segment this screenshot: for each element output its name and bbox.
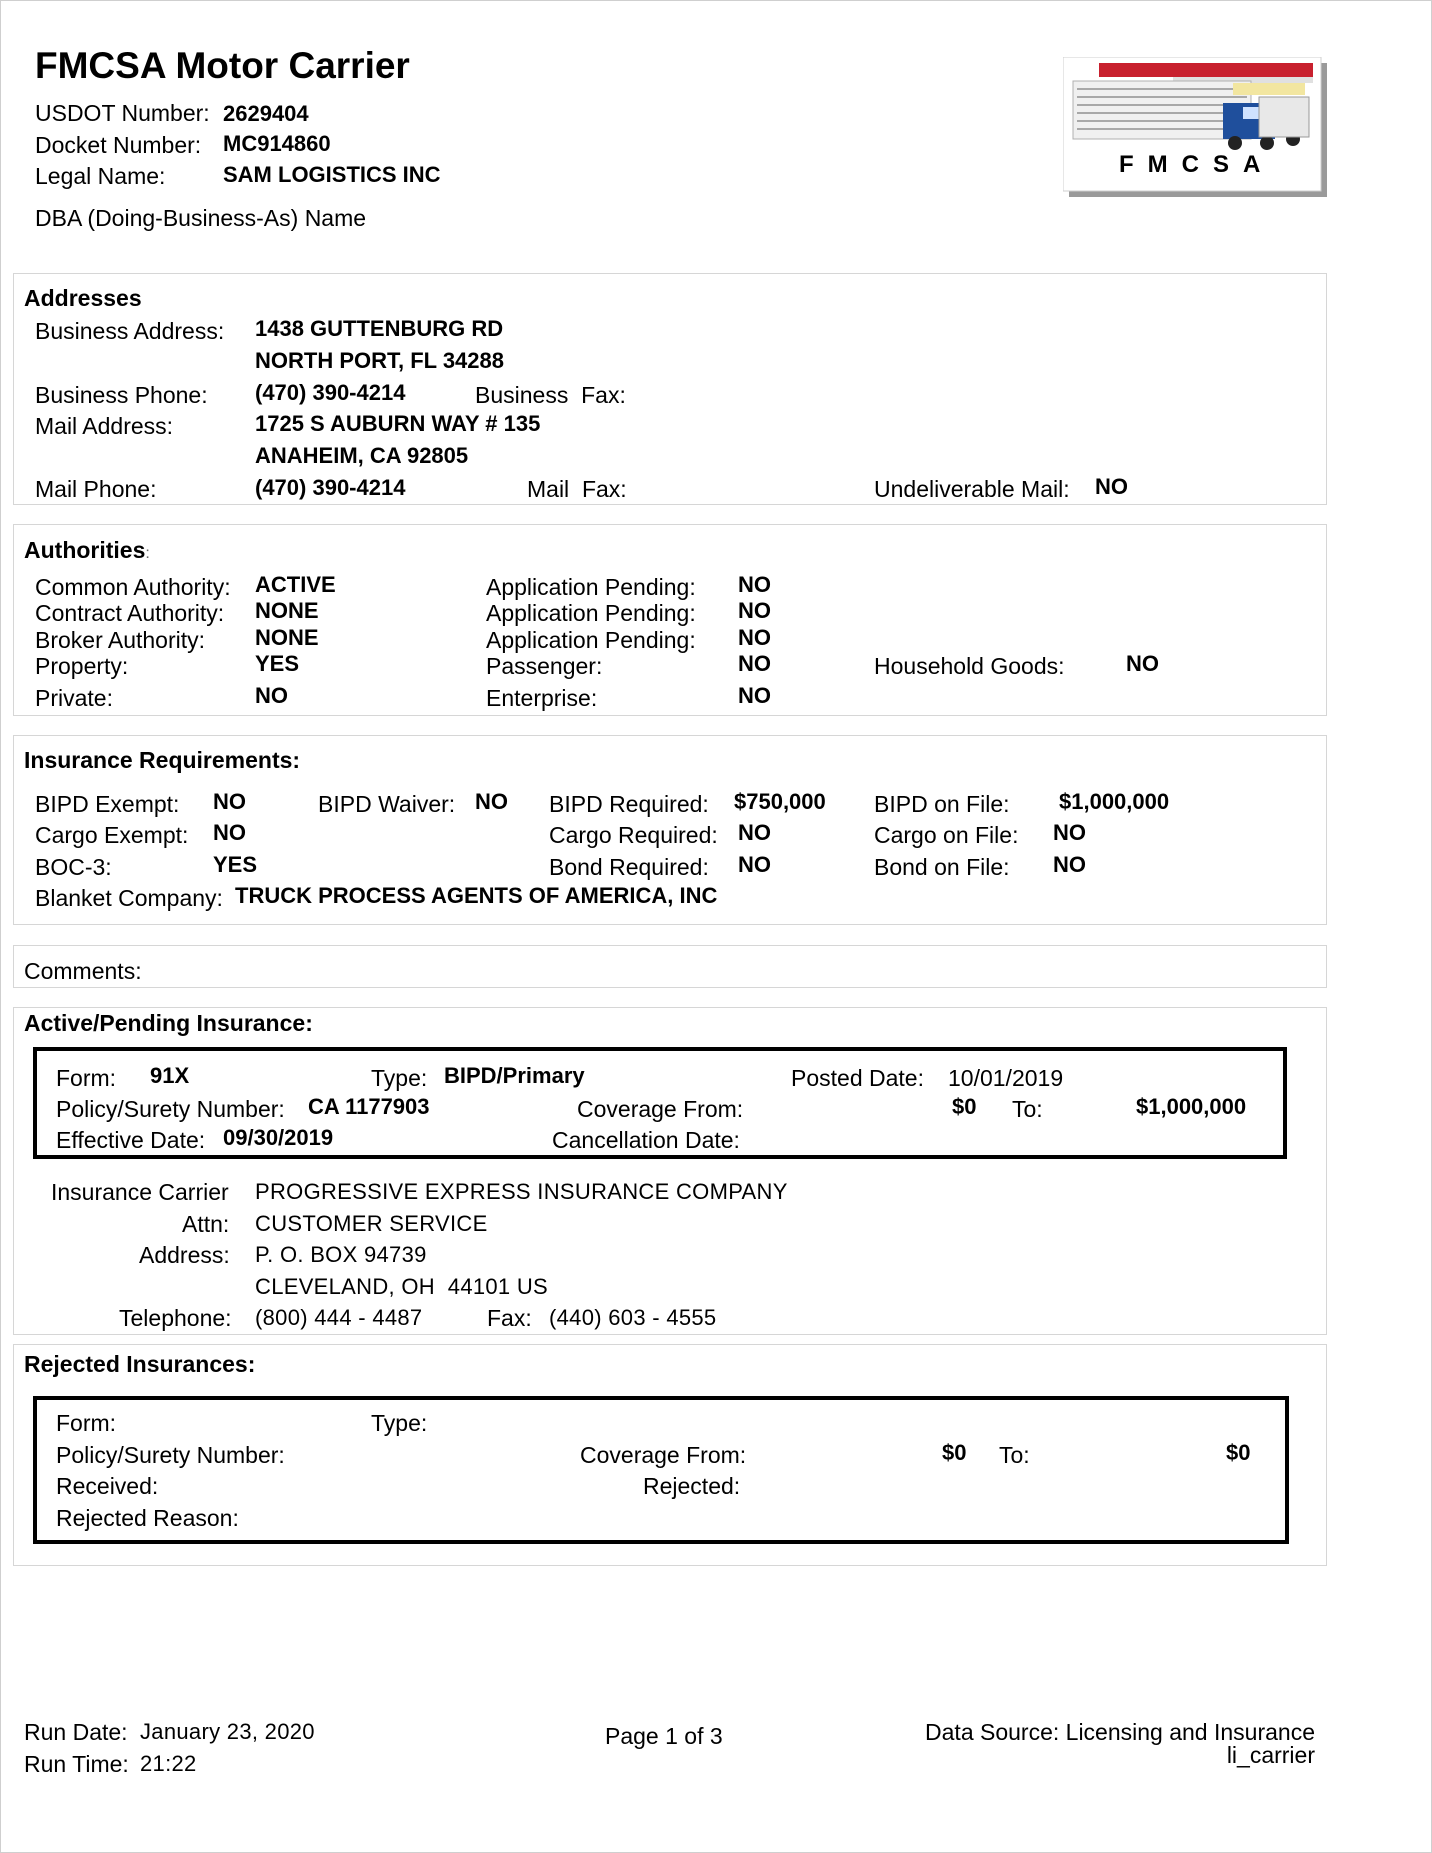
posted-date-label: Posted Date: (791, 1065, 924, 1091)
carrier-fax-label: Fax: (487, 1305, 532, 1331)
property-label: Property: (35, 653, 129, 679)
rejected-label: Rejected: (643, 1473, 741, 1499)
mail-address-line1: 1725 S AUBURN WAY # 135 (255, 411, 541, 436)
private-value: NO (255, 683, 288, 708)
rejected-form-label: Form: (56, 1410, 117, 1436)
business-phone-label: Business Phone: (35, 382, 208, 408)
run-time-value: 21:22 (140, 1751, 197, 1776)
cargo-on-file-label: Cargo on File: (874, 822, 1019, 848)
passenger-value: NO (738, 651, 771, 676)
contract-app-pending-label: Application Pending: (486, 600, 696, 626)
common-app-pending-label: Application Pending: (486, 574, 696, 600)
addresses-section (13, 273, 1327, 505)
carrier-address-line1: P. O. BOX 94739 (255, 1242, 427, 1267)
attn-label: Attn: (182, 1211, 230, 1237)
bond-on-file-label: Bond on File: (874, 854, 1010, 880)
effective-date-label: Effective Date: (56, 1127, 206, 1153)
carrier-telephone-value: (800) 444 - 4487 (255, 1305, 423, 1330)
business-address-label: Business Address: (35, 318, 225, 344)
undeliverable-mail-value: NO (1095, 474, 1128, 499)
cargo-exempt-value: NO (213, 820, 246, 845)
effective-date-value: 09/30/2019 (223, 1125, 334, 1150)
fmcsa-logo (1063, 57, 1327, 197)
bipd-exempt-label: BIPD Exempt: (35, 791, 180, 817)
carrier-fax-value: (440) 603 - 4555 (549, 1305, 717, 1330)
boc3-value: YES (213, 852, 258, 877)
page-number: Page 1 of 3 (605, 1723, 723, 1749)
cancellation-date-label: Cancellation Date: (552, 1127, 740, 1153)
insurance-carrier-value: PROGRESSIVE EXPRESS INSURANCE COMPANY (255, 1179, 788, 1204)
household-goods-value: NO (1126, 651, 1159, 676)
undeliverable-mail-label: Undeliverable Mail: (874, 476, 1070, 502)
business-address-line1: 1438 GUTTENBURG RD (255, 316, 504, 341)
rejected-insurance-heading: Rejected Insurances: (24, 1351, 256, 1377)
comments-section (13, 945, 1327, 988)
document-title: FMCSA Motor Carrier (35, 45, 410, 86)
contract-app-pending-value: NO (738, 598, 771, 623)
bipd-waiver-label: BIPD Waiver: (318, 791, 456, 817)
cargo-on-file-value: NO (1053, 820, 1086, 845)
business-fax-label: Business Fax: (475, 382, 626, 408)
mail-fax-label: Mail Fax: (527, 476, 627, 502)
source-id: li_carrier (1226, 1742, 1315, 1768)
policy-number-label: Policy/Surety Number: (56, 1096, 285, 1122)
bipd-waiver-value: NO (475, 789, 508, 814)
received-label: Received: (56, 1473, 159, 1499)
cargo-required-value: NO (738, 820, 771, 845)
usdot-label: USDOT Number: (35, 100, 210, 126)
carrier-address-line2: CLEVELAND, OH 44101 US (255, 1274, 549, 1299)
mail-address-label: Mail Address: (35, 413, 174, 439)
insurance-carrier-label: Insurance Carrier (51, 1179, 229, 1205)
enterprise-value: NO (738, 683, 771, 708)
type-label: Type: (371, 1065, 428, 1091)
contract-authority-value: NONE (255, 598, 319, 623)
contract-authority-label: Contract Authority: (35, 600, 225, 626)
broker-authority-label: Broker Authority: (35, 627, 206, 653)
broker-app-pending-value: NO (738, 625, 771, 650)
blanket-company-label: Blanket Company: (35, 885, 223, 911)
common-app-pending-value: NO (738, 572, 771, 597)
run-time-label: Run Time: (24, 1751, 129, 1777)
coverage-from-value: $0 (952, 1094, 977, 1119)
common-authority-label: Common Authority: (35, 574, 231, 600)
bond-required-label: Bond Required: (549, 854, 709, 880)
bipd-required-label: BIPD Required: (549, 791, 709, 817)
rejected-coverage-from-label: Coverage From: (580, 1442, 747, 1468)
comments-label: Comments: (24, 958, 142, 984)
coverage-to-label: To: (1012, 1096, 1043, 1122)
posted-date-value: 10/01/2019 (948, 1065, 1064, 1091)
boc3-label: BOC-3: (35, 854, 112, 880)
rejected-coverage-to-label: To: (999, 1442, 1030, 1468)
bipd-on-file-label: BIPD on File: (874, 791, 1010, 817)
bipd-required-value: $750,000 (734, 789, 826, 814)
coverage-to-value: $1,000,000 (1136, 1094, 1247, 1119)
attn-value: CUSTOMER SERVICE (255, 1211, 488, 1236)
run-date-value: January 23, 2020 (140, 1719, 315, 1744)
business-phone-value: (470) 390-4214 (255, 380, 406, 405)
authorities-heading: Authorities: (24, 537, 150, 563)
coverage-from-label: Coverage From: (577, 1096, 744, 1122)
carrier-telephone-label: Telephone: (119, 1305, 232, 1331)
mail-phone-value: (470) 390-4214 (255, 475, 406, 500)
bond-on-file-value: NO (1053, 852, 1086, 877)
form-label: Form: (56, 1065, 117, 1091)
household-goods-label: Household Goods: (874, 653, 1065, 679)
bond-required-value: NO (738, 852, 771, 877)
insurance-requirements-heading: Insurance Requirements: (24, 747, 301, 773)
addresses-heading: Addresses (24, 285, 142, 311)
mail-phone-label: Mail Phone: (35, 476, 157, 502)
carrier-address-label: Address: (139, 1242, 230, 1268)
property-value: YES (255, 651, 300, 676)
cargo-required-label: Cargo Required: (549, 822, 718, 848)
rejected-coverage-from-value: $0 (942, 1440, 967, 1465)
mail-address-line2: ANAHEIM, CA 92805 (255, 443, 469, 468)
logo-text: FMCSA (1119, 151, 1275, 178)
active-insurance-heading: Active/Pending Insurance: (24, 1010, 313, 1036)
passenger-label: Passenger: (486, 653, 603, 679)
data-source: Data Source: Licensing and Insurance (925, 1719, 1315, 1745)
broker-app-pending-label: Application Pending: (486, 627, 696, 653)
type-value: BIPD/Primary (444, 1063, 585, 1088)
legal-name-label: Legal Name: (35, 163, 166, 189)
broker-authority-value: NONE (255, 625, 319, 650)
enterprise-label: Enterprise: (486, 685, 598, 711)
bipd-on-file-value: $1,000,000 (1059, 789, 1170, 814)
docket-value: MC914860 (223, 131, 331, 156)
docket-label: Docket Number: (35, 132, 202, 158)
cargo-exempt-label: Cargo Exempt: (35, 822, 189, 848)
business-address-line2: NORTH PORT, FL 34288 (255, 348, 504, 373)
rejected-coverage-to-value: $0 (1226, 1440, 1251, 1465)
rejected-type-label: Type: (371, 1410, 428, 1436)
policy-number-value: CA 1177903 (308, 1094, 430, 1119)
blanket-company-value: TRUCK PROCESS AGENTS OF AMERICA, INC (235, 883, 718, 908)
dba-label: DBA (Doing-Business-As) Name (35, 205, 367, 231)
legal-name-value: SAM LOGISTICS INC (223, 162, 441, 187)
usdot-value: 2629404 (223, 101, 309, 126)
rejected-reason-label: Rejected Reason: (56, 1505, 239, 1531)
common-authority-value: ACTIVE (255, 572, 336, 597)
rejected-policy-label: Policy/Surety Number: (56, 1442, 285, 1468)
run-date-label: Run Date: (24, 1719, 128, 1745)
form-value: 91X (150, 1063, 190, 1088)
bipd-exempt-value: NO (213, 789, 246, 814)
private-label: Private: (35, 685, 113, 711)
